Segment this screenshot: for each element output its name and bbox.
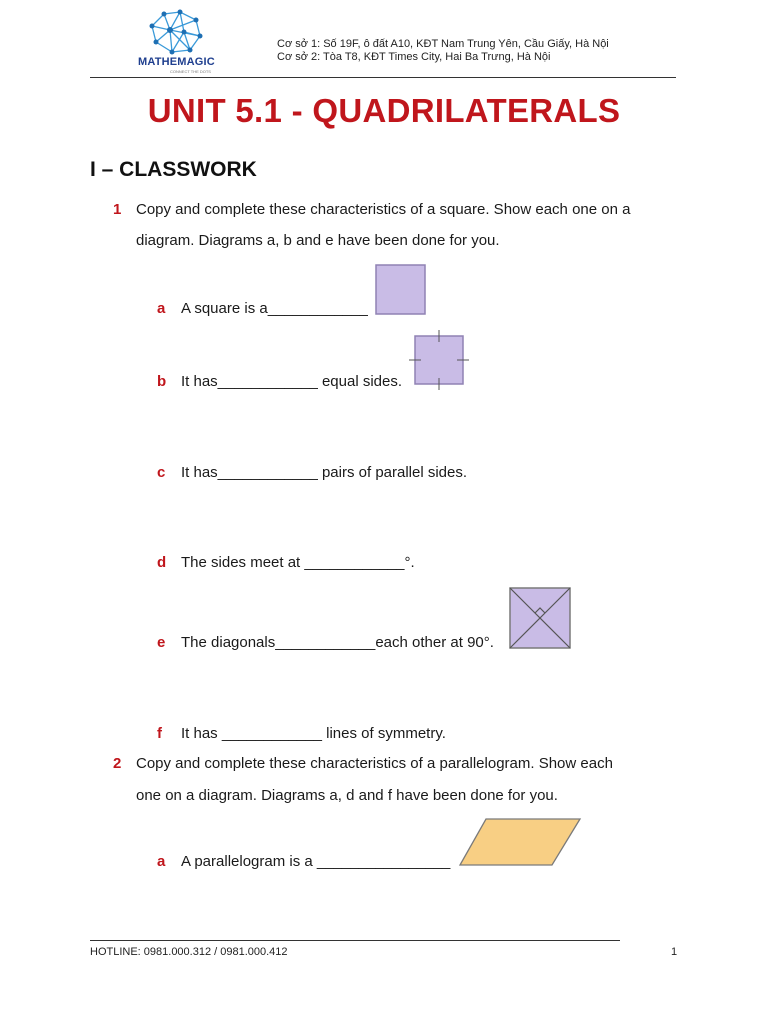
section-heading: I – CLASSWORK [90,158,257,181]
question-text-line: diagram. Diagrams a, b and e have been done for you. [136,232,500,249]
item-letter: e [157,634,166,651]
parallelogram-diagram [456,816,584,868]
footer-divider [90,940,620,941]
item-text: The sides meet at ____________°. [181,554,415,571]
address-line-2: Cơ sở 2: Tòa T8, KĐT Times City, Hai Ba Trưng, Hà Nội [277,51,551,63]
question-text-line: Copy and complete these characteristics of a square. Show each one on a [136,201,631,218]
header-divider [90,77,676,78]
item-text: It has ____________ lines of symmetry. [181,725,446,742]
item-letter: c [157,464,166,481]
item-text: A parallelogram is a ________________ [181,853,451,870]
item-letter: a [157,300,166,317]
logo-slogan: CONNECT THE DOTS [170,69,211,74]
question-number: 2 [113,755,122,772]
square-diagonals-diagram [507,585,573,651]
item-letter: a [157,853,166,870]
item-text: A square is a____________ [181,300,368,317]
square-equal-sides-diagram [408,329,470,391]
item-letter: d [157,554,167,571]
item-text: It has____________ pairs of parallel sides. [181,464,468,481]
item-text: It has____________ equal sides. [181,373,403,390]
question-number: 1 [113,201,122,218]
item-letter: f [157,725,162,742]
item-letter: b [157,373,167,390]
logo-text: MATHEMAGIC [138,56,215,68]
square-diagram [374,263,428,317]
footer-hotline: HOTLINE: 0981.000.312 / 0981.000.412 [90,946,288,958]
question-text-line: one on a diagram. Diagrams a, d and f have been done for you. [136,787,558,804]
question-text-line: Copy and complete these characteristics of a parallelogram. Show each [136,755,613,772]
page-number: 1 [671,946,678,958]
address-line-1: Cơ sở 1: Số 19F, ô đất A10, KĐT Nam Trung Yên, Cầu Giấy, Hà Nội [277,38,609,50]
page-title: UNIT 5.1 - QUADRILATERALS [147,92,621,129]
mathemagic-logo-icon [146,8,204,56]
item-text: The diagonals____________each other at 90°. [181,634,494,651]
